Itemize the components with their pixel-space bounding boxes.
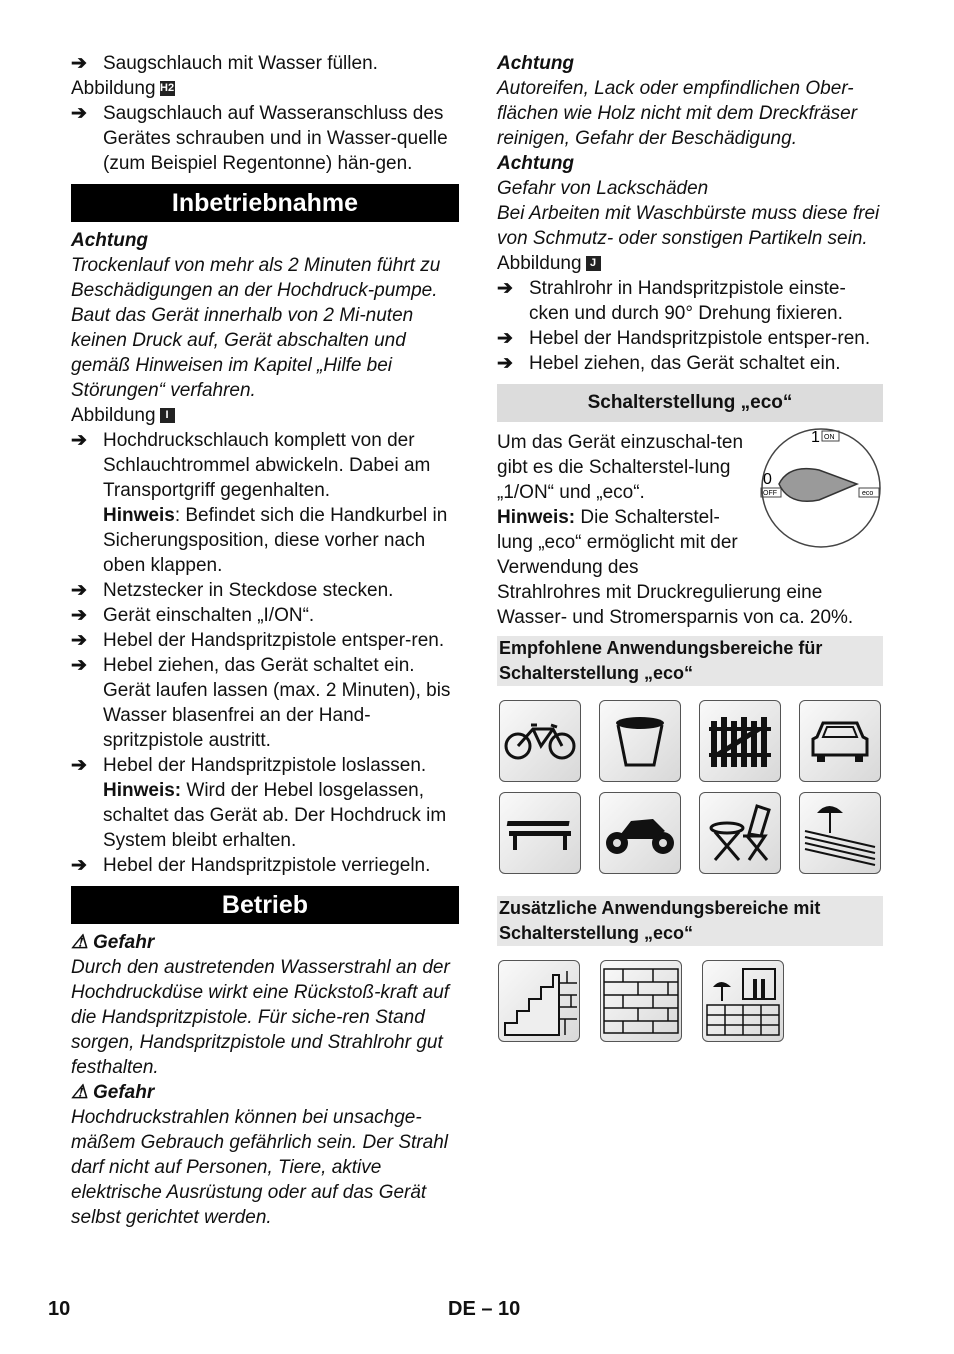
eco-block: Um das Gerät einzuschal-ten gibt es die Schalterstel-lung „1/ON“ und „eco“. Hinweis: Die Schalterstel-lung „eco“ ermöglicht mit der Verwendung des 1 ON 0 OFF eco — [497, 430, 883, 580]
step: ➔ Hebel der Handspritzpistole entsper-ren. — [497, 328, 871, 349]
step: ➔ Netzstecker in Steckdose stecken. — [71, 580, 394, 601]
arrow-right-icon: ➔ — [71, 630, 87, 651]
warning-triangle-icon: ⚠ — [71, 932, 89, 953]
figure-id-badge: I — [160, 408, 175, 423]
bench-icon — [499, 792, 581, 874]
caution-title: Achtung — [497, 53, 575, 74]
danger-title: ⚠ Gefahr — [71, 932, 155, 953]
step: ➔ Hebel der Handspritzpistole loslassen. Hinweis: Wird der Hebel losgelassen, schaltet das Gerät ab. Der Hochdruck im System bleibt erhalten. — [71, 755, 447, 851]
figure-id-badge: H2 — [160, 82, 175, 95]
bicycle-icon — [499, 700, 581, 782]
arrow-right-icon: ➔ — [71, 755, 87, 776]
danger-text: Durch den austretenden Wasserstrahl an der Hochdruckdüse wirkt eine Rückstoß-kraft auf die Handspritzpistole. Für siche-ren Stand sorgen, Handspritzpistole und Strahlrohr gut festhalten. — [71, 957, 450, 1078]
figure-ref: Abbildung J — [497, 251, 883, 276]
section-heading: Inbetriebnahme — [71, 184, 459, 222]
arrow-right-icon: ➔ — [71, 605, 87, 626]
danger-text: Hochdruckstrahlen können bei unsachge-mäßem Gebrauch gefährlich sein. Der Strahl darf nicht auf Personen, Tiere, aktive elektrische Ausrüstung oder auf das Gerät selbst gerichtet werden. — [71, 1107, 448, 1228]
fence-icon — [699, 700, 781, 782]
step: ➔ Gerät einschalten „I/ON“. — [71, 605, 315, 626]
additional-uses-grid — [498, 960, 883, 1042]
caution-title: Achtung — [71, 230, 149, 251]
figure-id-badge: J — [586, 256, 601, 271]
warning-triangle-icon: ⚠ — [71, 1082, 89, 1103]
step: ➔ Saugschlauch mit Wasser füllen. — [71, 53, 378, 74]
stairs-wall-icon — [498, 960, 580, 1042]
arrow-right-icon: ➔ — [71, 580, 87, 601]
section-heading: Betrieb — [71, 886, 459, 924]
arrow-right-icon: ➔ — [71, 430, 87, 451]
step: ➔ Hebel ziehen, das Gerät schaltet ein. — [497, 353, 841, 374]
motorcycle-icon — [599, 792, 681, 874]
arrow-right-icon: ➔ — [71, 103, 87, 124]
subsection-heading: Schalterstellung „eco“ — [497, 384, 883, 422]
subsection-heading: Empfohlene Anwendungsbereiche für Schalterstellung „eco“ — [497, 636, 883, 686]
dial-eco-label: eco — [862, 490, 874, 497]
car-icon — [799, 700, 881, 782]
recommended-uses-grid — [499, 700, 883, 874]
step: ➔ Hebel der Handspritzpistole verriegeln. — [71, 855, 431, 876]
dial-on-label: ON — [824, 434, 835, 441]
arrow-right-icon: ➔ — [497, 278, 513, 299]
caution-text: Gefahr von Lackschäden — [497, 178, 709, 199]
note-label: Hinweis: — [103, 780, 182, 801]
dial-one-label: 1 — [811, 429, 820, 446]
figure-ref: Abbildung H2 — [71, 78, 175, 99]
arrow-right-icon: ➔ — [497, 353, 513, 374]
arrow-right-icon: ➔ — [71, 855, 87, 876]
arrow-right-icon: ➔ — [497, 328, 513, 349]
right-column: Achtung Autoreifen, Lack oder empfindlichen Ober-flächen wie Holz nicht mit dem Dreckfräser reinigen, Gefahr der Beschädigung. Achtung Gefahr von Lackschäden Bei Arbeiten mit Waschbürste muss diese frei von Schmutz- oder sonstigen Partikeln sein. Abbildung J ➔ Strahlrohr in Handspritzpistole einste-cken und durch 90° Drehung fixieren. ➔ Hebel der Handspritzpistole entsper-ren. ➔ Hebel ziehen, das Gerät schaltet ein. Schalterstellung „eco“ Um das Gerät einzuschal-ten gibt es die Schalterstel-lung „1/ON“ und „eco“. Hinweis: Die Schalterstel-lung „eco“ ermöglicht mit der Verwendung des 1 ON 0 OFF eco Strahlrohres mit Druckregulierung eine Wasser- und Stromersparnis von ca. 20%. Empfohlene Anwendungsbereiche für Schalterstellung „eco“ Zusätzliche Anwendungsbereiche mit Schalterstellung „eco“ — [497, 51, 883, 1042]
step: ➔ Saugschlauch auf Wasseranschluss des Gerätes schrauben und in Wasser-quelle (zum Beispiel Regentonne) hän-gen. — [71, 103, 448, 174]
caution-text: Bei Arbeiten mit Waschbürste muss diese frei von Schmutz- oder sonstigen Partikeln sein. — [497, 203, 880, 249]
patio-shed-icon — [702, 960, 784, 1042]
note-label: Hinweis: — [497, 507, 576, 528]
subsection-heading: Zusätzliche Anwendungsbereiche mit Schalterstellung „eco“ — [497, 896, 883, 946]
terrace-icon — [799, 792, 881, 874]
dial-zero-label: 0 — [763, 471, 772, 488]
arrow-right-icon: ➔ — [71, 655, 87, 676]
step: ➔ Hebel ziehen, das Gerät schaltet ein. Gerät laufen lassen (max. 2 Minuten), bis Wasser blasenfrei an der Hand-spritzpistole austritt. — [71, 655, 451, 751]
page-number: 10 — [48, 1298, 71, 1320]
danger-title: ⚠ Gefahr — [71, 1082, 155, 1103]
caution-title: Achtung — [497, 153, 575, 174]
caution-text: Trockenlauf von mehr als 2 Minuten führt zu Beschädigungen an der Hochdruck-pumpe. Baut das Gerät innerhalb von 2 Mi-nuten keinen Druck auf, Gerät abschalten und gemäß Hinweisen im Kapitel „Hilfe bei Störungen“ verfahren. — [71, 255, 441, 401]
caution-text: Autoreifen, Lack oder empfindlichen Ober-flächen wie Holz nicht mit dem Dreckfräser reinigen, Gefahr der Beschädigung. — [497, 78, 858, 149]
eco-dial-icon — [759, 426, 883, 550]
page-label: DE – 10 — [448, 1298, 521, 1320]
garden-furniture-icon — [699, 792, 781, 874]
arrow-right-icon: ➔ — [71, 53, 87, 74]
left-column — [71, 51, 459, 1230]
step: ➔ Strahlrohr in Handspritzpistole einste-cken und durch 90° Drehung fixieren. — [497, 278, 846, 324]
note-label: Hinweis — [103, 505, 175, 526]
figure-ref: Abbildung I — [71, 403, 459, 428]
step: ➔ Hochdruckschlauch komplett von der Schlauchtrommel abwickeln. Dabei am Transportgriff gegenhalten. Hinweis: Befindet sich die Handkurbel in Sicherungsposition, diese vorher nach oben klappen. — [71, 430, 448, 576]
dial-off-label: OFF — [763, 490, 777, 497]
step: ➔ Hebel der Handspritzpistole entsper-ren. — [71, 630, 445, 651]
brick-wall-icon — [600, 960, 682, 1042]
flowerpot-icon — [599, 700, 681, 782]
